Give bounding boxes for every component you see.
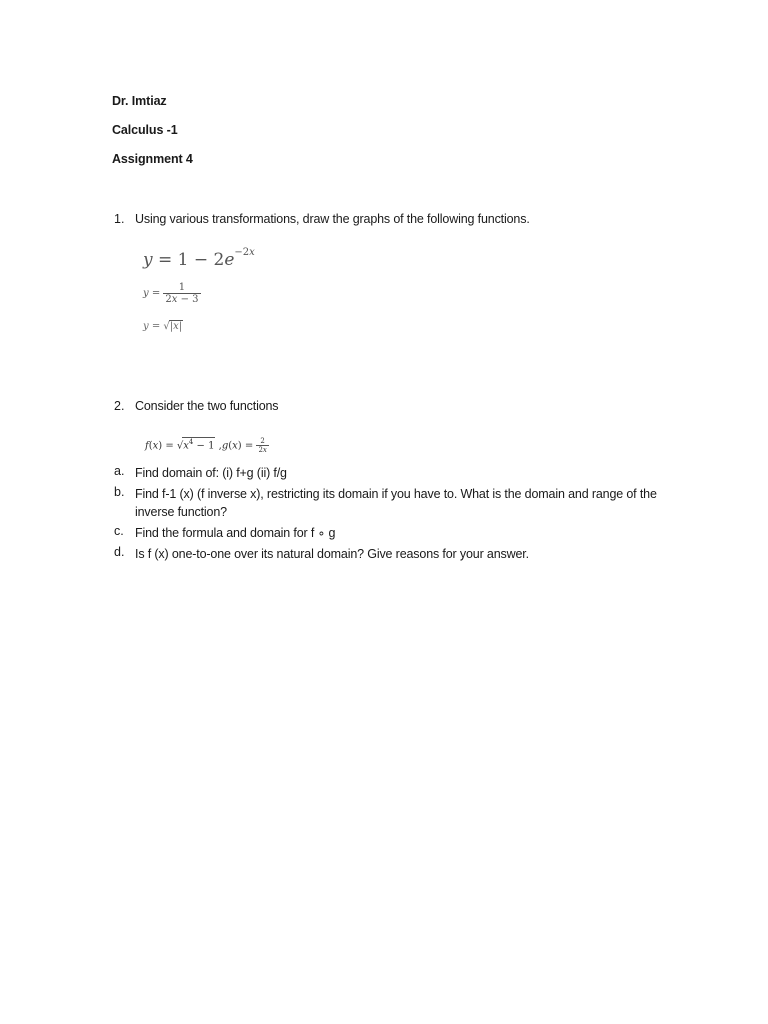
part-a-letter: a.: [114, 464, 125, 478]
equation-1: $y = 1 - 2e^{-2x}$: [143, 247, 255, 270]
part-c-text: Find the formula and domain for f ∘ g: [135, 526, 336, 540]
part-d-text: Is f (x) one-to-one over its natural domain? Give reasons for your answer.: [135, 547, 529, 561]
equation-2: y = $\frac{1}{2x - 3}$: [143, 282, 199, 305]
part-d-letter: d.: [114, 545, 125, 559]
assignment-title: Assignment 4: [112, 152, 193, 166]
question-2-number: 2.: [114, 399, 125, 413]
equation-3: y = √|x|: [143, 321, 183, 332]
part-b-text: Find f-1 (x) (f inverse x), restricting its domain if you have to. What is the domain and range of the inverse function?: [135, 487, 657, 519]
part-b-letter: b.: [114, 485, 125, 499]
functions-equation: $f(x) = √x^4 - 1$ ,g(x) = $\frac{2}{2x}$: [145, 437, 267, 455]
question-1-number: 1.: [114, 212, 125, 226]
author-name: Dr. Imtiaz: [112, 94, 167, 108]
question-1-text: Using various transformations, draw the graphs of the following functions.: [135, 212, 530, 226]
question-2-text: Consider the two functions: [135, 399, 279, 413]
part-c-letter: c.: [114, 524, 124, 538]
course-title: Calculus -1: [112, 123, 178, 137]
part-a-text: Find domain of: (i) f+g (ii) f/g: [135, 466, 287, 480]
